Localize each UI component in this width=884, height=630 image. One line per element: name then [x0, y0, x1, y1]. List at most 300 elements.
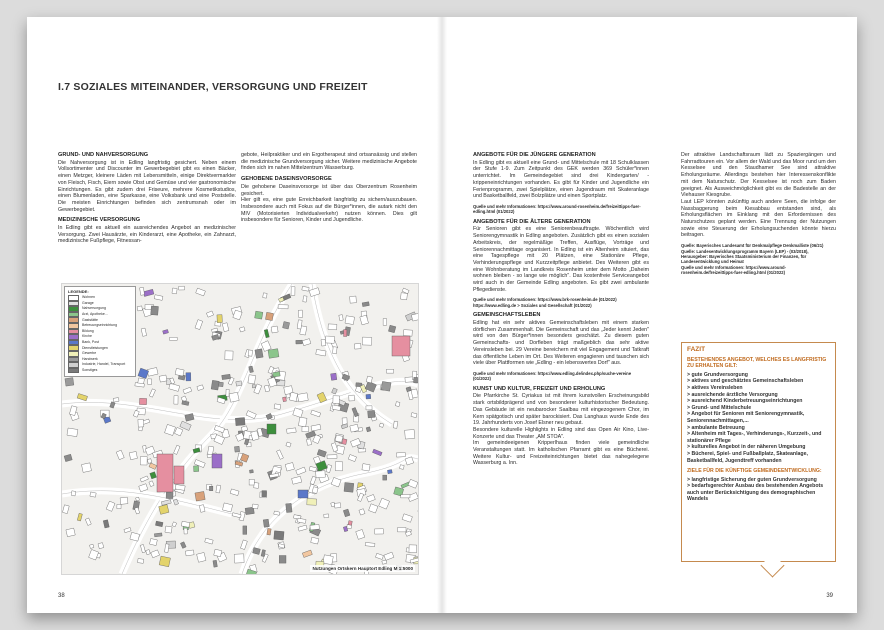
- right-col1-heading: GEMEINSCHAFTSLEBEN: [473, 312, 541, 319]
- fazit-item: > langfristige Sicherung der guten Grundversorgung: [687, 476, 817, 483]
- map-building: [343, 330, 346, 337]
- map-building: [66, 528, 75, 537]
- chapter-title: I.7 SOZIALES MITEINANDER, VERSORGUNG UND FREIZEIT: [58, 81, 368, 93]
- map-building: [169, 383, 180, 391]
- map-building: [285, 463, 294, 472]
- right-col1-paragraph: Für Senioren gibt es eine Seniorenbeauftragte. Wöchentlich wird Seniorengymnastik in Edling angeboten. Zusätzlich gibt es einen sozialen Arbeitskreis, der regelmäßige Treffen, Ausflüge, Vorträge und Seniorennachmittage organisiert. In Edling ist ein Altenheim situiert, das eine Tagespflege mit 20 Plätzen, eine Stationäre Pflege, Verhinderungspflege und Kurzzeitpflege anbietet. Des Weiteren gibt es eine Wohnberatung im Landkreis Rosenheim unter dem Motto „Daheim wohnen bleiben - so lange wie möglich". Das kostenfreie Serviceangebot wird auch in der Gemeinde Edling angeboten. Es gibt zwei ambulante Pflegedienste.: [473, 226, 649, 293]
- map-building: [414, 377, 418, 383]
- fazit-item: > Bücherei, Spiel- und Fußballplatz, Skateanlage, Basketballfeld, Jugendtreff vorhanden: [687, 450, 808, 464]
- right-col1-source: Quelle und mehr Informationen: https://www.edling.de/index.php/suche-vereine (01/2022): [473, 370, 632, 382]
- map-building: [174, 445, 180, 454]
- map-building: [362, 302, 369, 307]
- map-building: [248, 350, 253, 356]
- legend-label: Garage: [82, 300, 94, 305]
- legend-label: Dienstleistungen: [82, 345, 108, 350]
- fazit-item: > ausreichend Kinderbetreuungseinrichtungen: [687, 398, 803, 405]
- left-col2-paragraph: gebote, Heilpraktiker und ein Ergotherapeut sind ortsansässig und stellen die medizinische Grundversorgung sicher. Weitere medizinische Angebote finden sich im nahen Mittelzentrum Wasserburg.: [241, 152, 417, 172]
- map-building: [310, 476, 316, 485]
- map-building: [298, 525, 307, 531]
- map-building: [343, 509, 350, 517]
- map-building: [143, 289, 154, 296]
- map-building: [159, 556, 170, 567]
- map-building: [211, 380, 219, 390]
- map-building: [138, 559, 144, 564]
- map-building: [368, 410, 375, 417]
- map-building: [379, 498, 390, 509]
- map-building: [133, 410, 139, 417]
- map-building: [362, 464, 370, 471]
- map-building: [98, 543, 104, 549]
- map-building: [316, 471, 326, 478]
- map-building: [387, 470, 392, 474]
- map-building: [396, 452, 405, 457]
- map-building: [106, 501, 115, 511]
- legend-label: Industrie, Handel, Transport: [82, 362, 126, 367]
- map-building: [249, 479, 254, 485]
- map-facility: [157, 454, 173, 492]
- map-building: [85, 518, 91, 526]
- map-building: [82, 463, 92, 473]
- map-building: [150, 539, 158, 546]
- map-building: [400, 465, 405, 470]
- left-col1-paragraph: In Edling gibt es aktuell ein ausreichendes Angebot an medizinischer Versorgung. Zwei Hausärzte, ein Kinderarzt, eine Apotheke, ein Zahnarzt, medizinische Fußpflege, Fitnessan-: [58, 225, 236, 245]
- map-building: [149, 481, 154, 487]
- map-building: [216, 485, 221, 493]
- map-building: [77, 513, 82, 521]
- map-building: [265, 312, 273, 320]
- map-building: [350, 296, 357, 303]
- map-building: [151, 306, 159, 315]
- map-building: [403, 330, 412, 337]
- map-building: [316, 349, 326, 356]
- map-building: [326, 465, 332, 473]
- map-building: [348, 521, 352, 526]
- map-building: [252, 504, 258, 509]
- map-building: [297, 393, 308, 402]
- map-building: [321, 339, 326, 346]
- map-building: [383, 475, 387, 480]
- map-building: [206, 311, 213, 317]
- left-col1-heading: GRUND- UND NAHVERSORGUNG: [58, 152, 149, 158]
- map-building: [213, 560, 217, 567]
- fazit-item: > bedarfsgerechter Ausbau des bestehenden Angebots auch unter Berücksichtigung des demographischen Wandels: [687, 483, 824, 503]
- map-building: [409, 545, 417, 553]
- map-building: [286, 442, 291, 447]
- map-building: [296, 340, 303, 344]
- map-building: [332, 347, 337, 354]
- map-building: [311, 537, 319, 544]
- left-col1-heading: MEDIZINISCHE VERSORGUNG: [58, 217, 141, 224]
- map-building: [151, 550, 160, 558]
- map-building: [230, 489, 239, 496]
- map-building: [235, 417, 245, 425]
- map-building: [252, 385, 255, 388]
- map-building: [89, 550, 99, 561]
- legend-label: Gaststätte: [82, 317, 98, 322]
- map-building: [159, 375, 167, 382]
- map-building: [140, 476, 148, 482]
- legend-label: Gewerbe: [82, 351, 97, 356]
- map-building: [298, 310, 302, 317]
- map-building: [271, 326, 278, 333]
- legend-label: Bank, Post: [82, 340, 99, 345]
- left-column-1: [58, 152, 236, 249]
- right-column-2: [681, 152, 836, 280]
- map-building: [155, 521, 163, 527]
- map-building: [367, 494, 376, 502]
- map-building: [120, 497, 128, 504]
- map-facility: [392, 336, 410, 356]
- map-building: [331, 443, 338, 452]
- map-building: [395, 402, 400, 407]
- map-building: [359, 509, 365, 515]
- legend-label: Wohnen: [82, 295, 95, 300]
- map-building: [324, 514, 329, 518]
- map-building: [90, 544, 94, 548]
- fazit-heading-existing: BESTEHENDES ANGEBOT, WELCHES ES LANGFRISTIG ZU ERHALTEN GILT:: [687, 356, 827, 370]
- map-building: [383, 319, 387, 326]
- right-col1-heading: KUNST UND KULTUR, FREIZEIT UND ERHOLUNG: [473, 385, 606, 392]
- map-building: [254, 483, 259, 489]
- map-building: [141, 328, 146, 336]
- map-building: [234, 554, 244, 563]
- map-building: [278, 305, 288, 309]
- map-building: [291, 287, 295, 296]
- map-building: [279, 556, 286, 564]
- map-building: [307, 499, 317, 506]
- map-building: [327, 455, 337, 459]
- map-building: [240, 540, 247, 550]
- map-building: [154, 533, 162, 537]
- fazit-title: FAZIT: [687, 346, 706, 353]
- map-building: [384, 552, 394, 560]
- map-building: [229, 392, 239, 402]
- map-building: [197, 385, 204, 391]
- legend-title: LEGENDE:: [68, 289, 89, 294]
- map-building: [341, 424, 348, 429]
- fazit-heading-goals: ZIELE FÜR DIE KÜNFTIGE GEMEINDEENTWICKLUNG:: [687, 468, 822, 475]
- left-column-2: [241, 152, 417, 228]
- map-building: [175, 368, 184, 376]
- map-building: [172, 522, 177, 527]
- map-building: [243, 526, 247, 535]
- map-building: [287, 428, 297, 434]
- map-building: [179, 286, 185, 290]
- left-col2-paragraph: Die gehobene Daseinsvorsorge ist über das Oberzentrum Rosenheim gesichert.: [241, 183, 417, 197]
- map-building: [249, 470, 253, 474]
- map-building: [113, 398, 119, 402]
- map-building: [255, 349, 263, 358]
- map-building: [382, 560, 387, 564]
- legend-label: Nahversorgung: [82, 306, 106, 311]
- fazit-item: > Angebot für Senioren mit Seniorengymnastik, Seniorennachmittagen,...: [687, 411, 805, 424]
- legend-label: Bildung: [82, 328, 94, 333]
- map-building: [174, 427, 182, 436]
- map-building: [352, 407, 359, 416]
- map-building: [267, 528, 271, 535]
- map-building: [196, 288, 206, 296]
- map-building: [103, 520, 109, 528]
- right-page: [442, 17, 857, 613]
- map-building: [255, 311, 263, 319]
- map-building: [147, 459, 152, 464]
- map-building: [283, 397, 287, 402]
- legend-label: Sonstiges: [82, 368, 98, 373]
- map-building: [180, 421, 191, 430]
- map-building: [369, 504, 378, 513]
- page-number-left: 38: [58, 593, 65, 599]
- map-building: [307, 439, 312, 446]
- map-building: [292, 476, 302, 484]
- map-building: [402, 514, 412, 522]
- book-spread: [27, 17, 857, 613]
- left-col1-paragraph: Die Nahversorgung ist in Edling langfristig gesichert. Neben einem Vollsortimenter und Discounter im Gewerbegebiet gibt es einen Bäcker, einen Metzger, kleinere Läden mit Lebensmitteln, einige Direktvermarkter von Fleisch, Fisch, Eiern sowie Obst und Gemüse und vier gastronomische Einrichtungen. Es gibt zudem drei Friseure, mehrere Kosmetikstudios, einen Blumenladen, eine Sparkasse, eine Volksbank und eine Poststelle. Die meisten Einrichtungen befinden sich zentrumsnah oder im Gewerbegebiet.: [58, 159, 236, 213]
- map-building: [166, 492, 173, 498]
- map-building: [296, 467, 306, 475]
- right-col1-paragraph: In Edling gibt es aktuell eine Grund- und Mittelschule mit 18 Schulklassen der Stufe 1-9. Zum Zeitpunkt des GEK werden 369 Schüler*innen unterrichtet. Im Gemeindegebiet sind drei Kindergarten/ -krippeneinrichtungen vorhanden. Es gibt für Kinder und Jugendliche ein Ferienprogramm, zwei Spielplätze, einen Jugendraum mit Skateranlage und Basketballfeld, zwei Bolzplätze und einen Sportplatz.: [473, 159, 649, 200]
- map-building: [298, 417, 307, 427]
- map-building: [165, 526, 172, 533]
- map-building: [349, 395, 355, 401]
- right-col1-paragraph: Besondere kulturelle Highlights in Edling sind das Open Air Kino, Live-Konzerte und das Theater „AM STOA".: [473, 426, 649, 440]
- map-building: [180, 542, 186, 549]
- map-building: [311, 410, 321, 417]
- map-building: [182, 401, 189, 406]
- map-building: [140, 287, 145, 295]
- map-building: [234, 446, 239, 452]
- right-col1-heading: ANGEBOTE FÜR DIE ÄLTERE GENERATION: [473, 218, 591, 225]
- map-building: [323, 555, 334, 565]
- map-building: [71, 491, 76, 496]
- map-building: [194, 466, 199, 472]
- map-building: [345, 316, 355, 325]
- map-building: [354, 343, 361, 349]
- left-page: [27, 17, 442, 613]
- map-building: [248, 375, 256, 384]
- map-legend: [64, 286, 136, 377]
- right-col1-paragraph: Edling hat ein sehr aktives Gemeinschaftsleben mit einem starken dörflichen Zusammenhalt. Die Gemeinschaft und das „Jeder kennt Jeden" wird von den Bürger*innen besonders geschätzt. Zu diesem guten Gemeinschafts- und Dorfleben trägt maßgeblich das sehr aktive Vereinsleben bei. 29 Vereine bereichern mit viel Engagement und Tatkraft das öffentliche Leben im Ort. Des Weiteren engagieren und tauschen sich viele über Plattformen wie „Edling - ein lebenswertes Dorf" aus.: [473, 319, 649, 367]
- map-building: [379, 423, 383, 427]
- map-building: [136, 497, 140, 501]
- map-building: [214, 549, 222, 556]
- map-building: [165, 424, 176, 435]
- map-facility: [267, 424, 276, 434]
- map-building: [366, 376, 372, 383]
- map-building: [241, 426, 248, 432]
- map-building: [217, 315, 223, 323]
- map-building: [348, 455, 356, 462]
- map-building: [147, 367, 158, 376]
- right-col1-paragraph: Im gemeindeeigenen Kripperlhaus finden viele gemeindliche Veranstaltungen statt. Im katholischen Pfarramt gibt es eine Bücherei. Weitere Kultur- und Freizeiteinrichtungen bietet das nahegelegene Wasserburg a. Inn.: [473, 440, 649, 467]
- map-building: [339, 315, 343, 321]
- map-building: [195, 320, 203, 330]
- map-building: [375, 553, 383, 559]
- fazit-item: > kulturelles Angebot in der näheren Umgebung: [687, 444, 806, 451]
- fazit-item: > Grund- und Mittelschule: [687, 404, 752, 411]
- fazit-item: > ambulante Betreuung: [687, 424, 745, 431]
- map-caption: Nutzungen Ortskern Hauptort Edling M 1:5000: [312, 566, 413, 571]
- map-building: [302, 339, 311, 346]
- map-building: [344, 483, 354, 493]
- map-building: [185, 550, 194, 556]
- map-building: [163, 329, 169, 334]
- map-building: [388, 325, 395, 333]
- map-building: [365, 542, 375, 546]
- map-building: [366, 394, 371, 399]
- map-building: [149, 463, 157, 470]
- right-col2-paragraph: Laut LEP könnten zukünftig auch andere Seen, die infolge der Nassbaggerung beim Kiesabbau entstanden sind, als Erholungsflächen im Einklang mit den Erfordernissen des Naturschutzes geplant werden. Eine Trennung der Nutzungen sowie eine Steuerung der Erholungsuchenden könnte hierzu beitragen.: [681, 198, 836, 239]
- map-building: [140, 544, 145, 552]
- map-building: [309, 466, 316, 471]
- legend-swatch: [68, 368, 79, 374]
- map-building: [209, 486, 213, 491]
- fazit-item: > aktives und geschätztes Gemeinschaftsleben: [687, 378, 804, 385]
- map-building: [222, 374, 231, 379]
- map-building: [197, 552, 206, 562]
- map-building: [90, 492, 96, 497]
- map-building: [360, 315, 369, 325]
- map-building: [174, 396, 178, 404]
- right-col1-source: Quelle und mehr Informationen: https://www.around-rosenheim.de/freizeittipps-fuer-edling.html (01/2022): [473, 203, 641, 215]
- map-building: [335, 462, 342, 471]
- map-building: [263, 519, 269, 527]
- fazit-item: > Altenheim mit Tages-, Verhinderungs-, Kurzzeit-, und stationärer Pflege: [687, 431, 822, 444]
- map-building: [302, 286, 309, 291]
- map-building: [274, 404, 281, 410]
- left-col2-heading: GEHOBENE DASEINSVORSORGE: [241, 176, 332, 183]
- map-building: [65, 378, 74, 387]
- legend-item: [68, 368, 132, 374]
- map-building: [135, 507, 140, 514]
- map-building: [335, 435, 343, 442]
- map-building: [401, 495, 410, 498]
- map-building: [333, 396, 340, 404]
- fazit-item: > gute Grundversorgung: [687, 371, 748, 378]
- map-facility: [174, 466, 184, 484]
- map-building: [195, 491, 205, 501]
- map-building: [138, 419, 144, 427]
- map-building: [140, 457, 147, 466]
- map-building: [146, 550, 151, 555]
- map-building: [263, 293, 267, 298]
- map-building: [277, 450, 284, 460]
- map-building: [273, 372, 281, 377]
- map-building: [225, 351, 233, 360]
- map-building: [148, 379, 152, 385]
- map-building: [398, 528, 406, 532]
- map-building: [332, 388, 338, 394]
- map-building: [268, 349, 279, 359]
- map-building: [172, 288, 177, 294]
- legend-label: Betreuungseinrichtung: [82, 323, 118, 328]
- map-building: [124, 527, 131, 532]
- map-road: [62, 491, 232, 514]
- map-building: [393, 421, 398, 428]
- map-building: [226, 389, 229, 396]
- map-building: [331, 373, 337, 380]
- map-building: [302, 427, 309, 432]
- map-building: [222, 323, 229, 332]
- right-column-1: [473, 152, 649, 471]
- right-col2-source: Quelle: Bayerisches Landesamt für Denkmalpflege Denkmalliste (06/21) Quelle: Landesentwicklungsprogramm Bayern (LEP) - (03/2018), Herausgeber: Bayerisches Staatsministerium der Finanzen, für Landesentwicklung und Heimat Quelle und mehr Informationen: https://www.around-rosenheim.de/freizeittipps-fuer-edling.html (01/2022): [681, 243, 824, 276]
- map-building: [400, 293, 407, 300]
- legend-label: Arzt, Apotheke...: [82, 312, 108, 317]
- map-building: [381, 381, 391, 391]
- map-building: [310, 524, 320, 530]
- map-building: [67, 428, 78, 437]
- right-col1-paragraph: Die Pfarrkirche St. Cyriakus ist mit ihrem kunstvollen Erscheinungsbild stark ortsbildprägend und von besonderer kulturhistorischer Bedeutung. Das Gebäude ist ein neubarocker Saalbau mit eingezogenem Chor, im Kern spätgotisch und später barockisiert. Das Langhaus wurde Ende des 19. Jahrhunderts von Josef Elsner neu gebaut.: [473, 393, 649, 427]
- map-facility: [298, 490, 308, 498]
- map-building: [356, 529, 365, 539]
- map-building: [149, 389, 155, 397]
- map-building: [137, 306, 142, 311]
- map-building: [165, 544, 170, 553]
- land-use-map: [61, 283, 419, 575]
- map-building: [311, 424, 321, 431]
- map-building: [283, 322, 290, 330]
- map-building: [64, 454, 72, 461]
- map-building: [317, 449, 326, 457]
- right-col1-heading: ANGEBOTE FÜR DIE JÜNGERE GENERATION: [473, 152, 596, 158]
- fazit-item: > aktives Vereinsleben: [687, 384, 743, 391]
- map-building: [186, 373, 191, 381]
- left-col2-paragraph: Hier gilt es, eine gute Erreichbarkeit langfristig zu sichern/auszubauen. Insbesondere auch mit Fokus auf die Bürger*innen, die autark nicht den MIV (Motorisierten Individualverkehr) nutzen können. Dies gilt insbesondere für Senioren, Kinder und Jugendliche.: [241, 197, 417, 224]
- page-number-right: 39: [826, 593, 833, 599]
- map-building: [183, 387, 192, 394]
- map-building: [405, 531, 411, 536]
- map-building: [154, 295, 163, 301]
- map-building: [236, 381, 242, 386]
- map-building: [303, 296, 307, 302]
- map-building: [116, 450, 124, 460]
- map-building: [375, 529, 384, 534]
- map-building: [302, 550, 312, 557]
- map-building: [286, 503, 292, 512]
- fazit-box: [681, 342, 836, 562]
- map-building: [358, 448, 366, 452]
- map-building: [325, 336, 334, 343]
- map-building: [232, 513, 241, 518]
- map-building: [264, 385, 269, 392]
- map-building: [139, 398, 146, 404]
- map-building: [411, 413, 417, 418]
- map-building: [408, 479, 418, 488]
- map-building: [205, 538, 214, 544]
- map-building: [366, 427, 371, 432]
- map-building: [62, 505, 69, 514]
- legend-label: Kirche: [82, 334, 92, 339]
- map-building: [366, 406, 372, 410]
- legend-label: Handwerk: [82, 356, 98, 361]
- map-building: [181, 521, 189, 527]
- right-col1-source: Quelle und mehr Informationen: https://www.brk-rosenheim.de (01/2022) https://www.edling.de > Soziales und Gesellschaft (01/2022): [473, 297, 617, 308]
- map-building: [372, 449, 382, 456]
- map-building: [387, 369, 394, 373]
- map-facility: [212, 454, 222, 468]
- fazit-item: > ausreichende ärztliche Versorgung: [687, 391, 778, 398]
- map-building: [170, 337, 178, 340]
- map-building: [334, 503, 340, 508]
- right-col2-paragraph: Der attraktive Landschaftsraum lädt zu Spaziergängen und Fahrradtouren ein. Vor allem der Wald und das Moor rund um den Kesselsee und den Staudhamer See sind attraktive Erholungsräume. Allerdings bestehen hier Interessenskonflikte mit dem Naturschutz. Der Kesselsee ist noch zum Baden geeignet. Als Ausweichmöglichkeit gibt es die Badestelle an der Viehauser Kiesgrube.: [681, 152, 836, 199]
- map-building: [262, 491, 267, 497]
- map-building: [184, 528, 187, 534]
- map-building: [117, 504, 121, 508]
- map-building: [150, 472, 157, 479]
- map-building: [405, 429, 415, 439]
- map-building: [328, 324, 337, 330]
- map-building: [239, 327, 245, 332]
- map-building: [129, 451, 137, 459]
